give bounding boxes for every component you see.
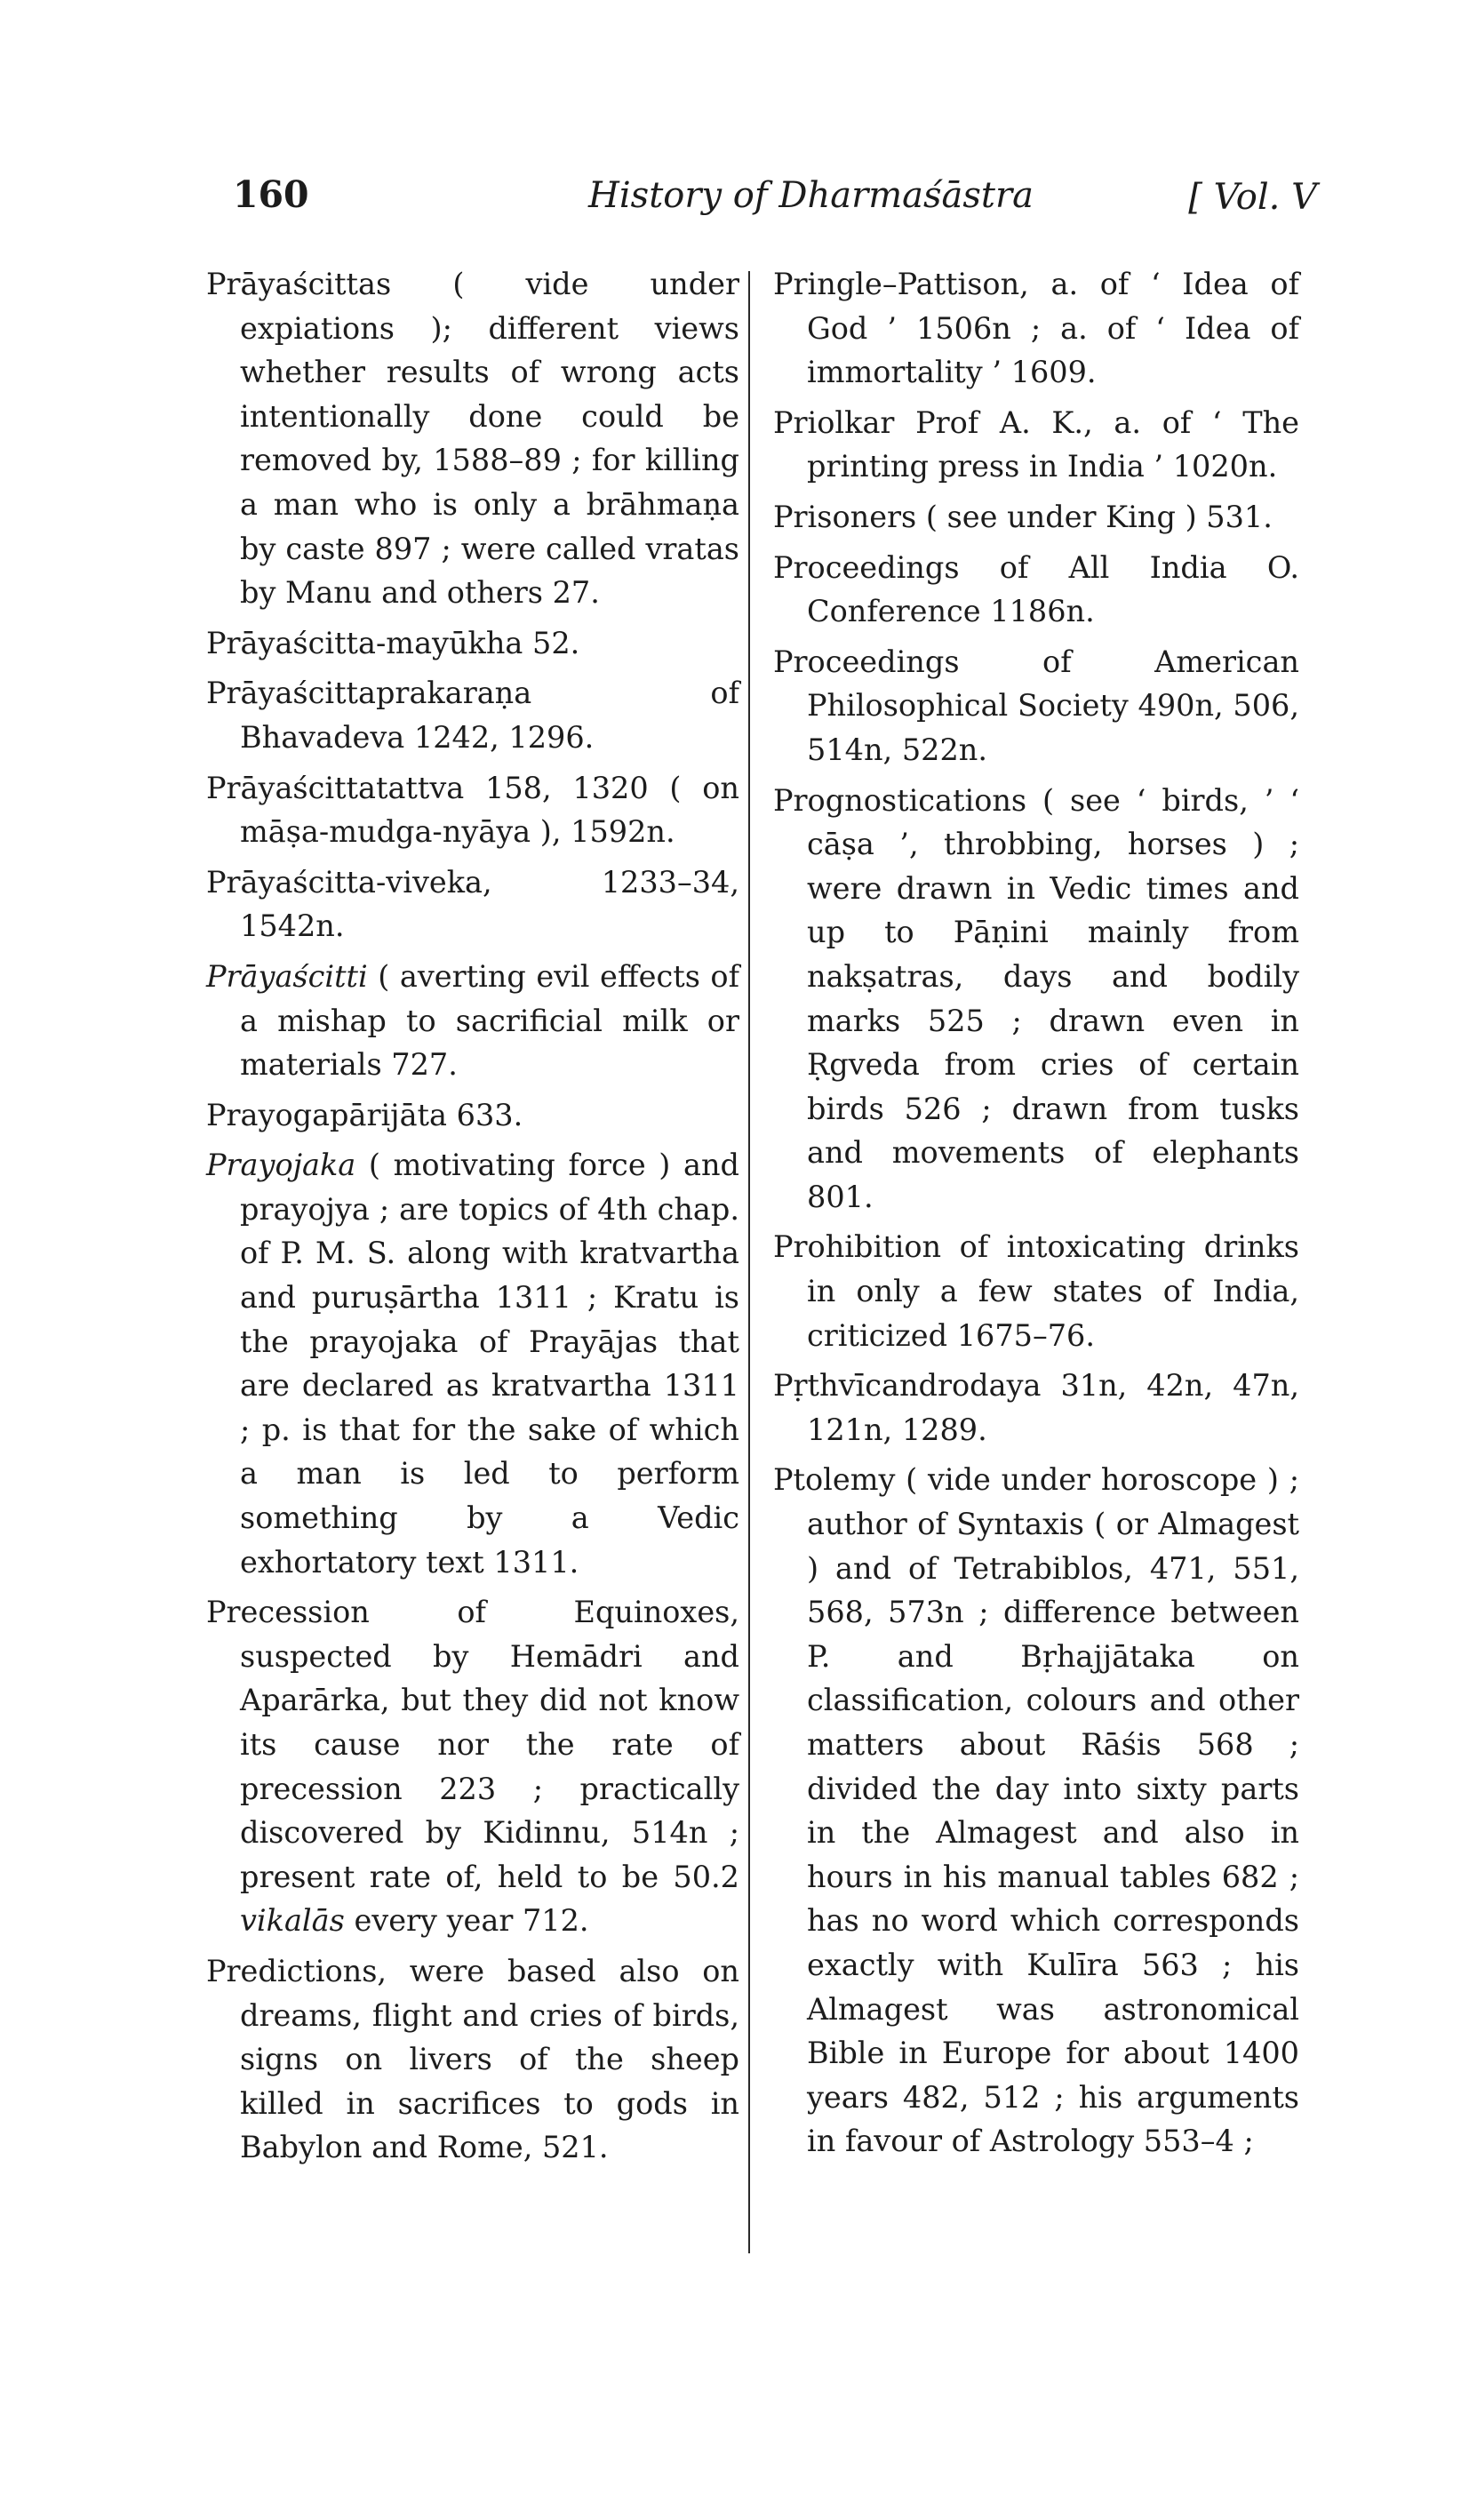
index-entry: Prayogapārijāta 633. <box>206 1097 523 1132</box>
entry-headword: Prāyaścitti <box>206 958 368 994</box>
index-entry: Prognostications ( see ‘ birds, ’ ‘ cāṣa ’, throbbing, horses ) ; were drawn in Vedic times and up to Pāṇini mainly from nakṣatras, days and bodily marks 525 ; drawn even in Ṛgveda from cries of certain birds 526 ; drawn from tusks and movements of elephants 801. <box>773 782 1299 1214</box>
index-entry: Prāyaścitta-mayūkha 52. <box>206 625 580 660</box>
index-column-left <box>206 262 739 2176</box>
index-column-right <box>773 262 1299 2170</box>
entry-headword: Prayojaka <box>206 1148 356 1183</box>
index-entry: Prāyaścitta-viveka, 1233–34, 1542n. <box>206 864 739 944</box>
index-entry: Priolkar Prof A. K., a. of ‘ The printing press in India ’ 1020n. <box>773 404 1299 484</box>
index-entry: Pṛthvīcandrodaya 31n, 42n, 47n, 121n, 1289. <box>773 1368 1299 1447</box>
index-entry: Pringle–Pattison, a. of ‘ Idea of God ’ 1506n ; a. of ‘ Idea of immortality ’ 1609. <box>773 267 1299 390</box>
index-entry: Prāyaścittaprakaraṇa of Bhavadeva 1242, 1296. <box>206 676 739 755</box>
page-header <box>233 173 1317 227</box>
running-title: History of Dharmaśāstra <box>588 175 1034 216</box>
index-entry: Precession of Equinoxes, suspected by Hemādri and Aparārka, but they did not know its cause nor the rate of precession 223 ; practically discovered by Kidinnu, 514n ; present rate of, held to be 50.2 vikalās every year 712. <box>206 1595 739 1939</box>
volume-label: [ Vol. V <box>1188 177 1317 218</box>
column-divider <box>748 271 750 2253</box>
index-entry: Prāyaścittas ( vide under expiations ); different views whether results of wrong acts intentionally done could be removed by, 1588–89 ; for killing a man who is only a brāhmaṇa by caste 897 ; were called vratas by Manu and others 27. <box>206 267 739 611</box>
index-entry: Prisoners ( see under King ) 531. <box>773 499 1273 534</box>
index-entry: Ptolemy ( vide under horoscope ) ; author of Syntaxis ( or Almagest ) and of Tetrabiblos, 471, 551, 568, 573n ; difference between P. and Bṛhajjātaka on classification, colours and other matters about Rāśis 568 ; divided the day into sixty parts in the Almagest and also in hours in his manual tables 682 ; has no word which corresponds exactly with Kulīra 563 ; his Almagest was astronomical Bible in Europe for about 1400 years 482, 512 ; his arguments in favour of Astrology 553–4 ; <box>773 1462 1299 2159</box>
index-entry: Prāyaścitti ( averting evil effects of a mishap to sacrificial milk or materials 727. <box>206 958 739 1083</box>
index-entry: Predictions, were based also on dreams, flight and cries of birds, signs on livers of the sheep killed in sacrifices to gods in Babylon and Rome, 521. <box>206 1953 739 2165</box>
index-entry: Prāyaścittatattva 158, 1320 ( on māṣa-mudga-nyāya ), 1592n. <box>206 770 739 850</box>
index-entry: Proceedings of American Philosophical Society 490n, 506, 514n, 522n. <box>773 644 1299 767</box>
index-entry: Prohibition of intoxicating drinks in only a few states of India, criticized 1675–76. <box>773 1229 1299 1353</box>
page-number: 160 <box>233 173 309 216</box>
index-entry: Proceedings of All India O. Conference 1186n. <box>773 549 1299 629</box>
index-entry: Prayojaka ( motivating force ) and prayojya ; are topics of 4th chap. of P. M. S. along with kratvartha and puruṣārtha 1311 ; Kratu is the prayojaka of Prayājas that are declared as kratvartha 1311 ; p. is that for the sake of which a man is led to perform something by a Vedic exhortatory text 1311. <box>206 1148 739 1580</box>
